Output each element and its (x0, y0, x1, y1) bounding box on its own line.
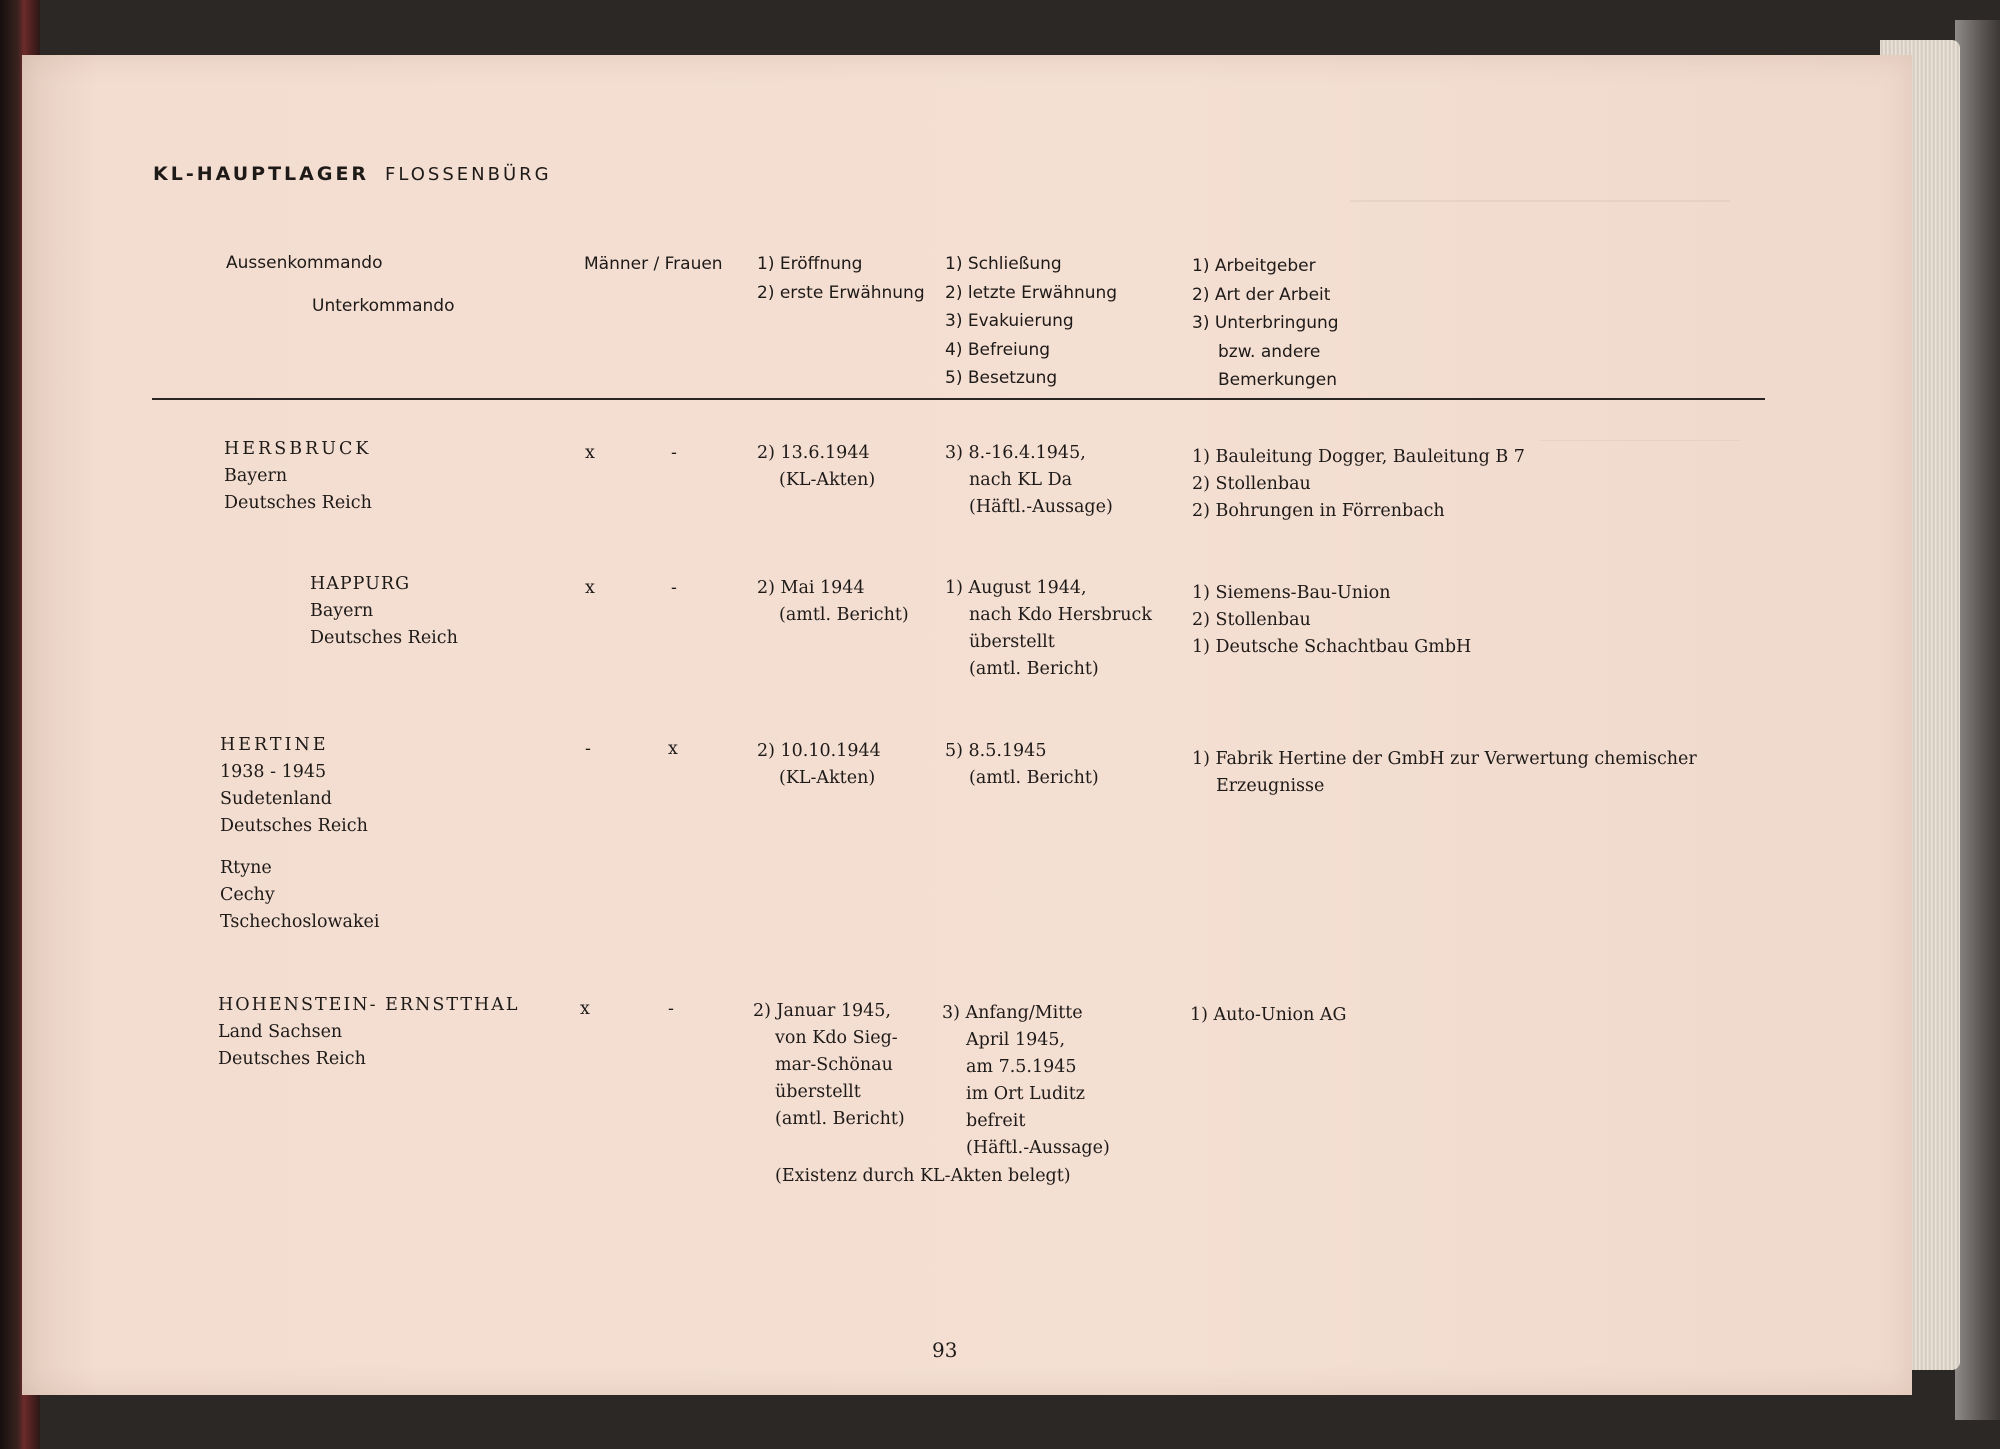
camp-name-current: Rtyne (220, 858, 272, 878)
women-mark: - (671, 578, 677, 598)
row-hersbruck-name (224, 436, 372, 517)
close-line: überstellt (969, 632, 1055, 652)
close-line: (Häftl.-Aussage) (969, 497, 1113, 517)
men-mark: - (585, 739, 591, 759)
employer-line: 2) Stollenbau (1192, 474, 1311, 494)
men-mark: x (585, 443, 595, 463)
camp-country: Deutsches Reich (310, 628, 458, 648)
row-hohenstein-close (942, 1000, 1110, 1162)
camp-years: 1938 - 1945 (220, 762, 327, 782)
employer-line: 2) Bohrungen in Förrenbach (1192, 501, 1445, 521)
open-line: (amtl. Bericht) (775, 1109, 905, 1129)
camp-region: Land Sachsen (218, 1022, 343, 1042)
women-mark: - (671, 443, 677, 463)
row-hohenstein-name (218, 992, 520, 1073)
employer-line: 2) Stollenbau (1192, 610, 1311, 630)
col-closing (945, 250, 1117, 393)
row-happurg-close (945, 575, 1152, 683)
close-line: befreit (966, 1111, 1026, 1131)
close-line: 3) 8.-16.4.1945, (945, 443, 1086, 463)
men-mark: x (580, 999, 590, 1019)
close-line: 1) August 1944, (945, 578, 1087, 598)
row-happurg-employer (1192, 580, 1471, 661)
close-line: (amtl. Bericht) (969, 659, 1099, 679)
col-employer-line: Bemerkungen (1218, 370, 1338, 390)
col-closing-line: 5) Besetzung (945, 368, 1058, 388)
col-closing-line: 3) Evakuierung (945, 311, 1074, 331)
open-line: 2) Mai 1944 (757, 578, 865, 598)
col-closing-line: 1) Schließung (945, 254, 1062, 274)
open-line: (amtl. Bericht) (779, 605, 909, 625)
col-employer-line: 3) Unterbringung (1192, 313, 1339, 333)
row-hersbruck-employer (1192, 444, 1525, 525)
close-line: 5) 8.5.1945 (945, 741, 1047, 761)
close-line: nach Kdo Hersbruck (969, 605, 1152, 625)
employer-line: 1) Auto-Union AG (1190, 1005, 1347, 1025)
open-line: (KL-Akten) (779, 470, 876, 490)
open-line: überstellt (775, 1082, 861, 1102)
employer-line: 1) Siemens-Bau-Union (1192, 583, 1391, 603)
col-employer-line: 2) Art der Arbeit (1192, 284, 1331, 305)
page-subtitle: FLOSSENBÜRG (385, 164, 552, 185)
open-line: (KL-Akten) (779, 768, 876, 788)
row-hertine-close (945, 738, 1099, 792)
col-employer-line: 1) Arbeitgeber (1192, 256, 1316, 276)
employer-line: 1) Fabrik Hertine der GmbH zur Verwertung chemischer (1192, 749, 1697, 769)
col-opening (757, 250, 925, 307)
row-hersbruck-close (945, 440, 1113, 521)
camp-country: Deutsches Reich (218, 1049, 366, 1069)
spacer (220, 840, 380, 855)
col-aussenkommando: Aussenkommando (226, 253, 383, 273)
close-line: am 7.5.1945 (966, 1057, 1077, 1077)
row-hohenstein-employer (1190, 1002, 1347, 1029)
close-line: nach KL Da (969, 470, 1073, 490)
employer-line: 1) Deutsche Schachtbau GmbH (1192, 637, 1472, 657)
camp-country: Deutsches Reich (220, 816, 368, 836)
col-closing-line: 2) letzte Erwähnung (945, 282, 1118, 303)
row-happurg-name (310, 571, 458, 652)
row-hohenstein-open (753, 998, 905, 1133)
women-mark: - (668, 999, 674, 1019)
camp-name: HAPPURG (310, 574, 411, 594)
open-line: 2) 10.10.1944 (757, 741, 881, 761)
employer-line: Erzeugnisse (1216, 776, 1325, 796)
camp-name: HOHENSTEIN- ERNSTTHAL (218, 995, 520, 1015)
col-opening-line: 1) Eröffnung (757, 254, 863, 274)
open-line: 2) 13.6.1944 (757, 443, 870, 463)
camp-region: Sudetenland (220, 789, 332, 809)
camp-country-current: Tschechoslowakei (220, 912, 380, 932)
col-closing-line: 4) Befreiung (945, 339, 1051, 360)
col-opening-line: 2) erste Erwähnung (757, 282, 925, 303)
col-employer-line: bzw. andere (1218, 341, 1321, 362)
col-unterkommando: Unterkommando (312, 296, 455, 316)
show-through (1350, 175, 1730, 202)
open-line: von Kdo Sieg- (775, 1028, 898, 1048)
row-hersbruck-open (757, 440, 875, 494)
show-through (1540, 440, 1740, 551)
open-line: 2) Januar 1945, (753, 1001, 891, 1021)
camp-country: Deutsches Reich (224, 493, 372, 513)
close-line: 3) Anfang/Mitte (942, 1003, 1083, 1023)
row-hertine-open (757, 738, 881, 792)
open-line: mar-Schönau (775, 1055, 893, 1075)
camp-region-current: Cechy (220, 885, 275, 905)
col-employer (1192, 252, 1339, 395)
camp-name: HERSBRUCK (224, 439, 372, 459)
employer-line: 1) Bauleitung Dogger, Bauleitung B 7 (1192, 447, 1525, 467)
header-rule (152, 398, 1765, 400)
close-line: (amtl. Bericht) (969, 768, 1099, 788)
show-through (230, 690, 490, 720)
camp-region: Bayern (224, 466, 288, 486)
camp-region: Bayern (310, 601, 374, 621)
close-line: im Ort Luditz (966, 1084, 1086, 1104)
row-happurg-open (757, 575, 909, 629)
page-number: 93 (932, 1338, 958, 1362)
men-mark: x (585, 578, 595, 598)
row-hertine-name (220, 732, 380, 936)
women-mark: x (668, 739, 678, 759)
page-title: KL-HAUPTLAGER (153, 163, 370, 185)
close-line: (Häftl.-Aussage) (966, 1138, 1110, 1158)
camp-name: HERTINE (220, 735, 329, 755)
row-hohenstein-note: (Existenz durch KL-Akten belegt) (775, 1166, 1071, 1186)
book-cover-edge (1955, 20, 2000, 1420)
row-hertine-employer (1192, 746, 1697, 800)
col-maenner-frauen: Männer / Frauen (584, 254, 723, 274)
close-line: April 1945, (966, 1030, 1066, 1050)
